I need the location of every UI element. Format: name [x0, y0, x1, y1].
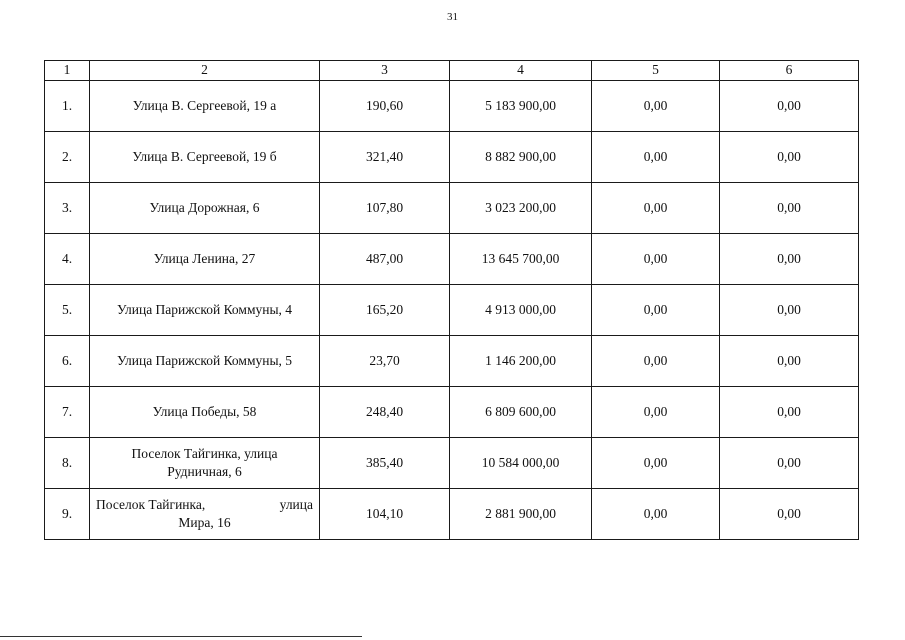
row-col6: 0,00: [720, 387, 859, 438]
row-cost: 6 809 600,00: [450, 387, 592, 438]
row-number: 7.: [45, 387, 90, 438]
row-address: Улица В. Сергеевой, 19 а: [90, 81, 320, 132]
row-col6: 0,00: [720, 183, 859, 234]
row-cost: 8 882 900,00: [450, 132, 592, 183]
column-header: 4: [450, 61, 592, 81]
table-row: [45, 387, 859, 438]
row-address: [90, 489, 320, 540]
row-cost: 2 881 900,00: [450, 489, 592, 540]
address-part-2: улица: [279, 496, 313, 512]
row-col6: 0,00: [720, 234, 859, 285]
row-area: 165,20: [320, 285, 450, 336]
row-cost: 10 584 000,00: [450, 438, 592, 489]
column-header: 5: [592, 61, 720, 81]
row-col5: 0,00: [592, 132, 720, 183]
table-row: [45, 234, 859, 285]
data-table: [44, 60, 859, 540]
row-area: 385,40: [320, 438, 450, 489]
row-address: Улица Парижской Коммуны, 4: [90, 285, 320, 336]
column-header: 1: [45, 61, 90, 81]
table-row: [45, 336, 859, 387]
row-number: 5.: [45, 285, 90, 336]
footnote-divider: [0, 636, 362, 637]
row-col6: 0,00: [720, 132, 859, 183]
row-col6: 0,00: [720, 489, 859, 540]
row-number: 8.: [45, 438, 90, 489]
row-address: Улица Ленина, 27: [90, 234, 320, 285]
table-row: [45, 438, 859, 489]
address-line-2: Рудничная, 6: [167, 464, 242, 479]
row-number: 2.: [45, 132, 90, 183]
row-col5: 0,00: [592, 387, 720, 438]
row-cost: 4 913 000,00: [450, 285, 592, 336]
address-line-1: Поселок Тайгинка, улица: [131, 445, 278, 461]
row-number: 9.: [45, 489, 90, 540]
page-number: 31: [447, 11, 458, 23]
row-area: 321,40: [320, 132, 450, 183]
row-area: 248,40: [320, 387, 450, 438]
column-header: 3: [320, 61, 450, 81]
row-col5: 0,00: [592, 336, 720, 387]
address-part-1: Поселок Тайгинка,: [96, 496, 206, 512]
address-line-2: Мира, 16: [178, 515, 231, 530]
row-address: Улица Парижской Коммуны, 5: [90, 336, 320, 387]
column-header: 2: [90, 61, 320, 81]
row-number: 3.: [45, 183, 90, 234]
table-row: [45, 81, 859, 132]
row-number: 6.: [45, 336, 90, 387]
row-cost: 3 023 200,00: [450, 183, 592, 234]
row-area: 190,60: [320, 81, 450, 132]
column-header: 6: [720, 61, 859, 81]
row-col5: 0,00: [592, 489, 720, 540]
row-number: 1.: [45, 81, 90, 132]
table-row: [45, 489, 859, 540]
row-cost: 1 146 200,00: [450, 336, 592, 387]
table-header-row: [45, 61, 859, 81]
row-area: 487,00: [320, 234, 450, 285]
row-address: Улица В. Сергеевой, 19 б: [90, 132, 320, 183]
table-row: [45, 183, 859, 234]
row-number: 4.: [45, 234, 90, 285]
row-cost: 13 645 700,00: [450, 234, 592, 285]
row-col6: 0,00: [720, 81, 859, 132]
row-address: [90, 438, 320, 489]
row-cost: 5 183 900,00: [450, 81, 592, 132]
row-area: 23,70: [320, 336, 450, 387]
row-address: Улица Победы, 58: [90, 387, 320, 438]
row-col5: 0,00: [592, 81, 720, 132]
row-col6: 0,00: [720, 336, 859, 387]
row-col6: 0,00: [720, 438, 859, 489]
row-address: Улица Дорожная, 6: [90, 183, 320, 234]
address-line-1: [96, 496, 313, 514]
row-col6: 0,00: [720, 285, 859, 336]
table-row: [45, 132, 859, 183]
row-col5: 0,00: [592, 438, 720, 489]
row-col5: 0,00: [592, 183, 720, 234]
table-row: [45, 285, 859, 336]
row-area: 107,80: [320, 183, 450, 234]
row-col5: 0,00: [592, 234, 720, 285]
row-area: 104,10: [320, 489, 450, 540]
row-col5: 0,00: [592, 285, 720, 336]
